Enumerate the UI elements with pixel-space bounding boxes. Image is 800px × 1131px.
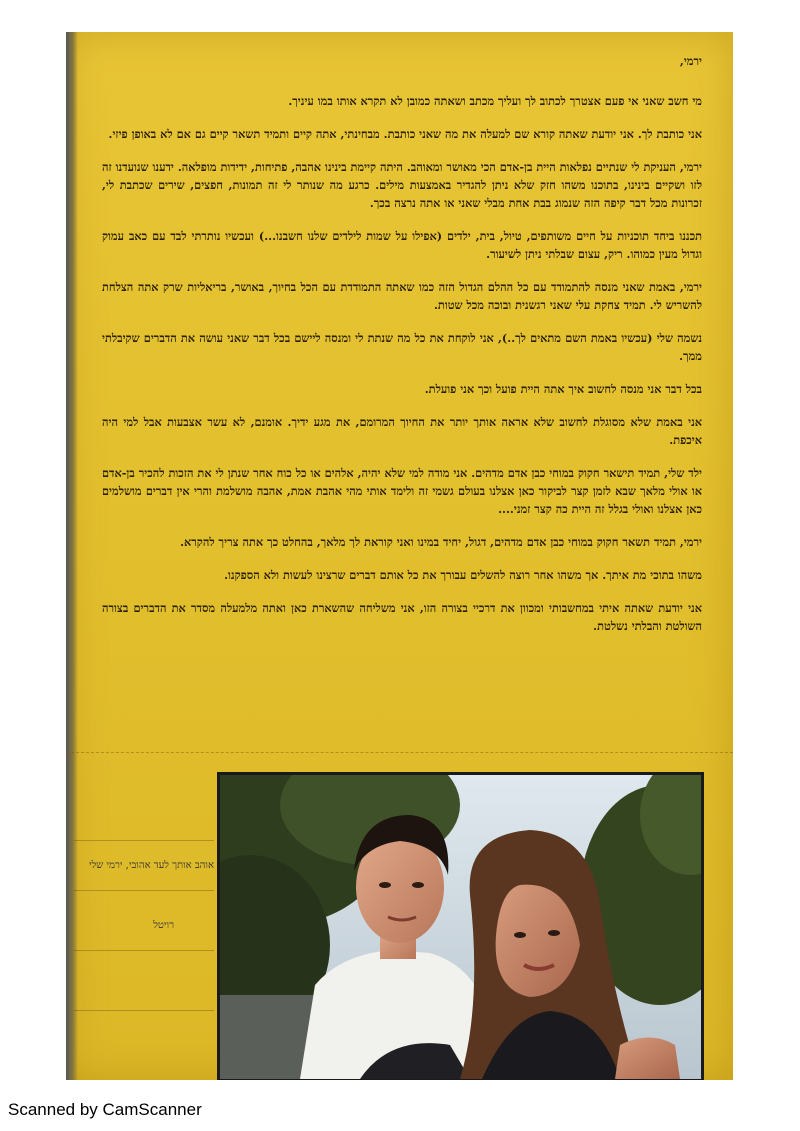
ruled-line: [74, 950, 214, 951]
signature-name: רויטל: [153, 920, 174, 931]
letter-paragraph: ירמי, באמת שאני מנסה להתמודד עם כל ההלם הגדול הזה כמו שאתה התמודדת עם הכל בחיוך, באושר, בריאליות שרק אתה הצלחת להשריש לי. תמיד צחקת עלי שאני רגשנית ובוכה מכל שטות.: [102, 280, 702, 312]
letter-paragraph: אני באמת שלא מסוגלת לחשוב שלא אראה אותך יותר את החיוך המרומם, את מגע ידיך. אומנם, לא עשר אצבעות אבל למי היה איכפת.: [102, 415, 702, 447]
couple-photo-icon: [217, 772, 704, 1080]
ruled-line: [74, 1010, 214, 1011]
scanned-page: [66, 32, 733, 1080]
letter-text: [102, 52, 702, 650]
scanner-watermark: Scanned by CamScanner: [8, 1100, 202, 1119]
letter-paragraph: נשמה שלי (עכשיו באמת השם מתאים לך..), אני לוקחת את כל מה שנתת לי ומנסה ליישם בכל דבר שאני עושה את הדברים שקיבלתי ממך.: [102, 331, 702, 363]
signature-closing: אוהב אותך לעד אהובי, ירמי שלי: [88, 860, 214, 871]
ruled-line: [74, 890, 214, 891]
ruled-line: [74, 840, 214, 841]
letter-paragraph: בכל דבר אני מנסה לחשוב איך אתה היית פועל וכך אני פועלת.: [424, 382, 702, 396]
letter-paragraph: מי חשב שאני אי פעם אצטרך לכתוב לך ועליך מכתב ושאתה כמובן לא תקרא אותו במו עיניך.: [288, 94, 702, 108]
letter-paragraph: אני יודעת שאתה איתי במחשבותי ומכוון את דרכיי בצורה הזו, אני משליחה שהשארת כאן ואתה מלמעלה מסדר את הדברים בצורה השולטת והבלתי נשלטת.: [102, 601, 702, 633]
signature-area: [74, 812, 214, 1062]
photo-illustration: [220, 775, 701, 1079]
letter-paragraph: אני כותבת לך. אני יודעת שאתה קורא שם למעלה את מה שאני כותבת. מבחינתי, אתה קיים ותמיד תשאר קיים גם אם לא באופן פיזי.: [108, 127, 702, 141]
letter-salutation: ירמי,: [679, 54, 702, 68]
letter-paragraph: ירמי, תמיד תשאר חקוק במוחי כבן אדם מדהים, דגול, יחיד במינו ואני קוראת לך מלאך, בהחלט כך אתה צריך להקרא.: [180, 535, 702, 549]
letter-paragraph: תכננו ביחד תוכניות על חיים משותפים, טיול, בית, ילדים (אפילו על שמות לילדים שלנו חשבנו...) ועכשיו נותרתי לבד עם כאב עמוק וגדול מעין כמוהו. ריק, עצום שבלתי ניתן לשיעור.: [102, 229, 702, 261]
section-divider: [66, 752, 733, 753]
letter-paragraph: ירמי, העניקת לי שנתיים נפלאות היית בן-אדם הכי מאושר ומאוהב. היתה קיימת בינינו אהבה, פתיחות, ידידות מופלאה. ידענו שנועדנו זה לזו ושקיים בינינו, בתוכנו משהו חזק שלא ניתן להגדיר באמצעות מילים. כרגע מה שנותר לי זה תמונות, חפצים, שירים שכתבת לי, זכרונות מכל דבר קיפה הזה שנמוג בבת אחת מבלי שאני או אתה נרצה בכך.: [102, 160, 702, 210]
letter-paragraph: משהו בתוכי מת איתך. אך משהו אחר רוצה להשלים עבורך את כל אותם דברים שרצינו לעשות ולא הספקנו.: [224, 568, 702, 582]
letter-paragraph: ילד שלי, תמיד תישאר חקוק במוחי כבן אדם מדהים. אני מודה למי שלא יהיה, אלהים או כל כוח אחר שנתן לי את הזכות להכיר בן-אדם או אולי מלאך שבא לזמן קצר לביקור כאן אצלנו בעולם גשמי זה ולימד אותי מהי אהבת אמת, אהבה מושלמת והרי אין דברים מושלמים כאן אצלנו ואולי בגלל זה היית כה קצר זמני....: [102, 466, 702, 516]
